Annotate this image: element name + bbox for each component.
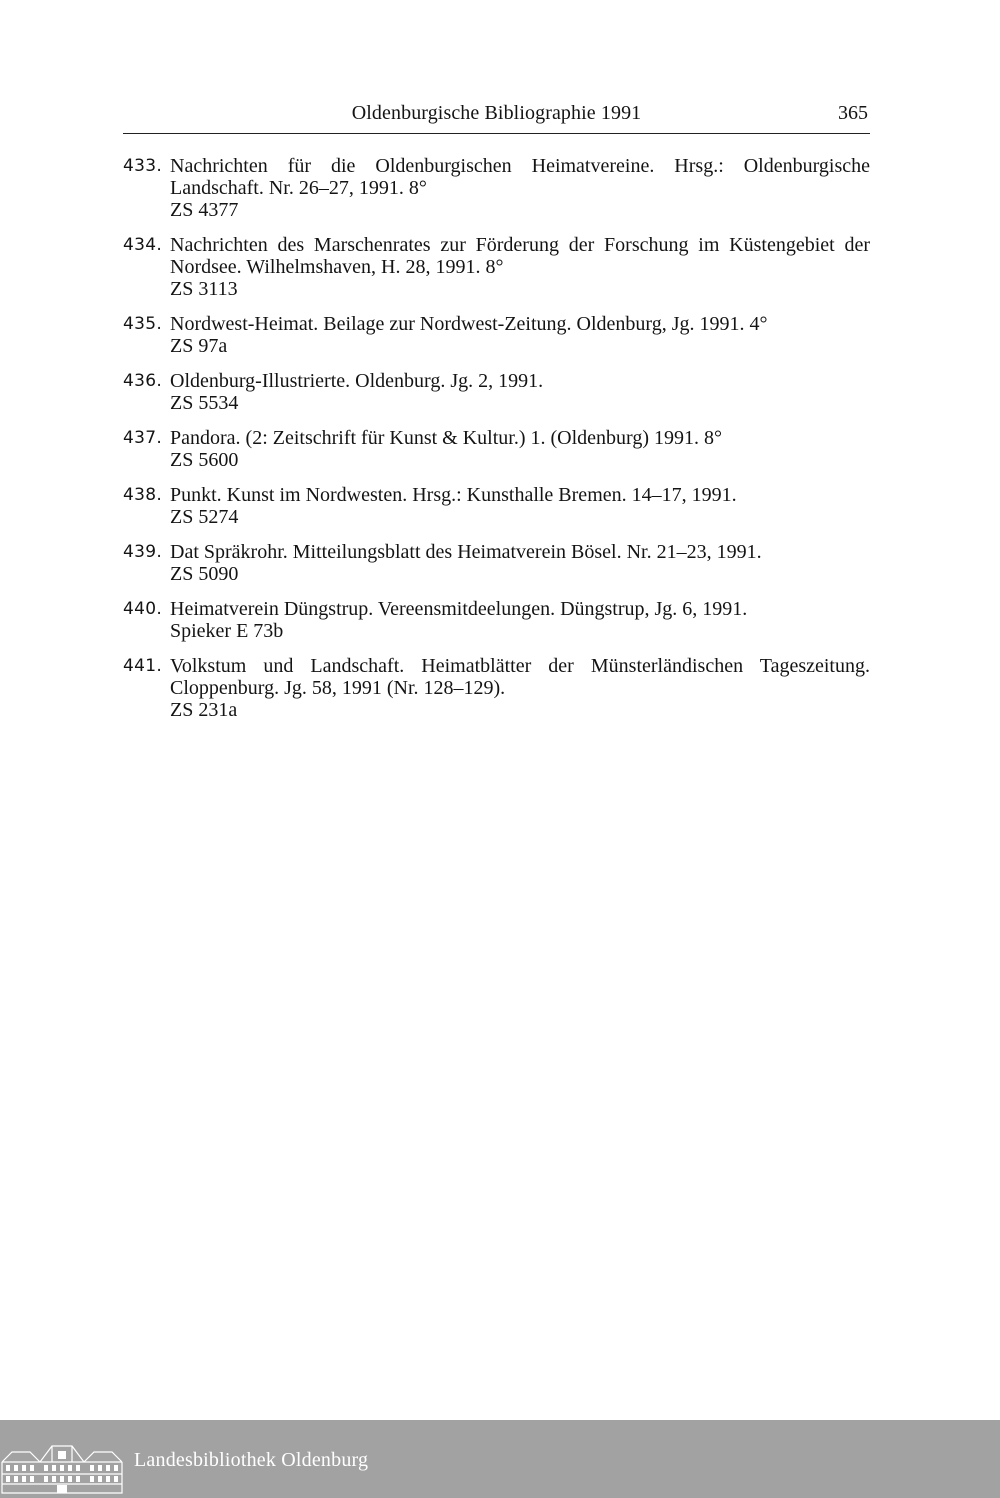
- entry-number: 433.: [123, 156, 163, 176]
- entry-signature: ZS 5534: [170, 392, 239, 414]
- footer-bar: [0, 1420, 1000, 1498]
- entry-number: 438.: [123, 485, 163, 505]
- page-header: [123, 100, 870, 134]
- entry-number: 440.: [123, 599, 163, 619]
- entry-signature: ZS 97a: [170, 335, 228, 357]
- entry-signature: ZS 231a: [170, 699, 238, 721]
- bibliography-entry: [123, 484, 870, 528]
- entry-text: Nordwest-Heimat. Beilage zur Nordwest-Zeitung. Oldenburg, Jg. 1991. 4°: [170, 313, 768, 335]
- entry-text: Oldenburg-Illustrierte. Oldenburg. Jg. 2, 1991.: [170, 370, 544, 392]
- entry-signature: ZS 5090: [170, 563, 239, 585]
- bibliography-entry: [123, 234, 870, 300]
- bibliography-entry: [123, 155, 870, 221]
- library-name: Landesbibliothek Oldenburg: [134, 1449, 369, 1471]
- bibliography-entry: [123, 598, 870, 642]
- entry-number: 434.: [123, 235, 163, 255]
- entry-signature: ZS 5274: [170, 506, 239, 528]
- library-building-icon: [0, 1444, 124, 1494]
- entry-signature: ZS 5600: [170, 449, 239, 471]
- entry-text: Volkstum und Landschaft. Heimatblätter der Münsterländischen Tageszeitung. Cloppenburg. Jg. 58, 1991 (Nr. 128–129).: [170, 655, 870, 699]
- bibliography-entry: [123, 370, 870, 414]
- entry-text: Punkt. Kunst im Nordwesten. Hrsg.: Kunsthalle Bremen. 14–17, 1991.: [170, 484, 737, 506]
- page-number: 365: [838, 102, 868, 124]
- bibliography-entries: [123, 155, 870, 734]
- entry-text: Nachrichten für die Oldenburgischen Heimatvereine. Hrsg.: Oldenburgische Landschaft. Nr. 26–27, 1991. 8°: [170, 155, 870, 199]
- entry-text: Heimatverein Düngstrup. Vereensmitdeelungen. Düngstrup, Jg. 6, 1991.: [170, 598, 748, 620]
- bibliography-entry: [123, 541, 870, 585]
- bibliography-entry: [123, 655, 870, 721]
- entry-number: 437.: [123, 428, 163, 448]
- entry-number: 441.: [123, 656, 163, 676]
- entry-signature: ZS 3113: [170, 278, 238, 300]
- bibliography-entry: [123, 427, 870, 471]
- entry-signature: ZS 4377: [170, 199, 239, 221]
- entry-text: Nachrichten des Marschenrates zur Förderung der Forschung im Küstengebiet der Nordsee. Wilhelmshaven, H. 28, 1991. 8°: [170, 234, 870, 278]
- entry-number: 436.: [123, 371, 163, 391]
- entry-text: Dat Spräkrohr. Mitteilungsblatt des Heimatverein Bösel. Nr. 21–23, 1991.: [170, 541, 762, 563]
- entry-signature: Spieker E 73b: [170, 620, 284, 642]
- entry-text: Pandora. (2: Zeitschrift für Kunst & Kultur.) 1. (Oldenburg) 1991. 8°: [170, 427, 722, 449]
- running-title: Oldenburgische Bibliographie 1991: [351, 102, 642, 124]
- bibliography-entry: [123, 313, 870, 357]
- entry-number: 439.: [123, 542, 163, 562]
- entry-number: 435.: [123, 314, 163, 334]
